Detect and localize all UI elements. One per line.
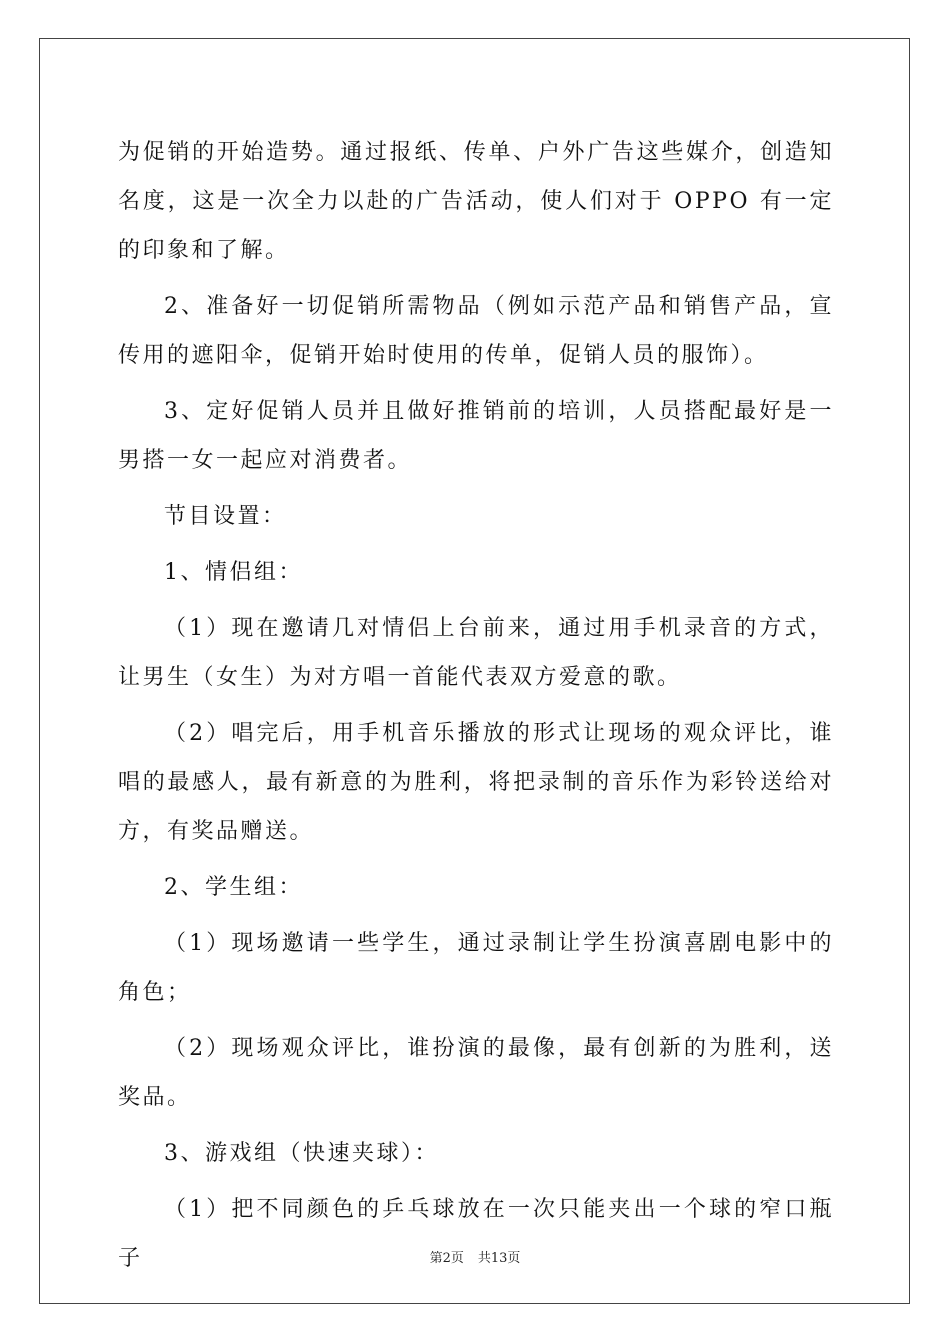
paragraph: （1）现场邀请一些学生，通过录制让学生扮演喜剧电影中的角色；	[118, 931, 834, 1005]
paragraph: （2）现场观众评比，谁扮演的最像，最有创新的为胜利，送奖品。	[118, 1036, 834, 1110]
group-heading: 2、学生组：	[164, 875, 303, 900]
paragraph: 3、定好促销人员并且做好推销前的培训，人员搭配最好是一男搭一女一起应对消费者。	[118, 399, 834, 473]
paragraph: （1）把不同颜色的乒乓球放在一次只能夹出一个球的窄口瓶子	[118, 1197, 834, 1271]
section-heading: 节目设置：	[164, 504, 287, 529]
page-footer	[0, 1247, 950, 1266]
paragraph: （1）现在邀请几对情侣上台前来，通过用手机录音的方式，让男生（女生）为对方唱一首能代表双方爱意的歌。	[118, 616, 834, 690]
page-number: 第2页	[429, 1251, 464, 1266]
total-pages: 共13页	[477, 1251, 521, 1266]
paragraph: （2）唱完后，用手机音乐播放的形式让现场的观众评比，谁唱的最感人，最有新意的为胜利，将把录制的音乐作为彩铃送给对方，有奖品赠送。	[118, 721, 834, 844]
paragraph: 2、准备好一切促销所需物品（例如示范产品和销售产品，宣传用的遮阳伞，促销开始时使用的传单，促销人员的服饰）。	[118, 294, 834, 368]
group-heading: 3、游戏组（快速夹球）：	[164, 1141, 439, 1166]
document-body	[118, 128, 834, 1290]
paragraph: 为促销的开始造势。通过报纸、传单、户外广告这些媒介，创造知名度，这是一次全力以赴的广告活动，使人们对于 OPPO 有一定的印象和了解。	[118, 140, 834, 263]
group-heading: 1、情侣组：	[164, 560, 303, 585]
